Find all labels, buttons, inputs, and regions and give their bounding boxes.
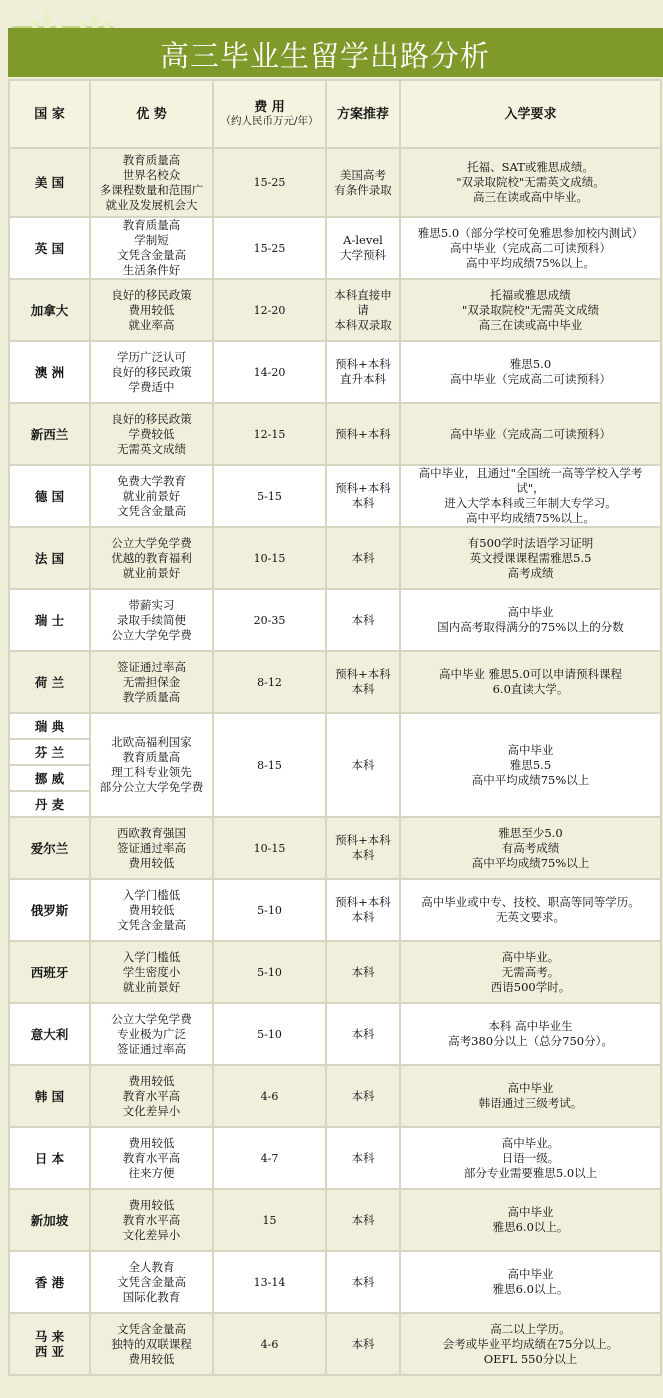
requirement-line: 高中毕业，且通过"全国统一高等学校入学考 [418,466,643,480]
advantage-cell [90,1189,213,1251]
advantage-cell [90,1313,213,1375]
table-row [9,403,661,465]
advantage-line: 就业前景好 [122,979,181,994]
country-cell: 瑞 士 [9,589,90,651]
advantage-line: 教学质量高 [122,689,181,704]
advantage-line: 良好的移民政策 [111,287,192,302]
plan-line: 预科+本科 [335,895,391,909]
plan-line: 本科 [351,612,375,627]
requirement-line: 有500学时法语学习证明 [467,535,594,550]
requirement-line: 高中平均成绩75%以上 [471,855,590,870]
plan-cell [326,341,400,403]
advantage-line: 就业及发展机会大 [105,197,198,212]
advantage-cell [90,1003,213,1065]
requirement-cell [400,1065,661,1127]
country-line: 马 来 [34,1329,65,1344]
requirement-line: 高考380分以上（总分750分）。 [448,1034,613,1048]
country-cell [9,1313,90,1375]
advantage-line: 专业极为广泛 [117,1026,186,1041]
fee-cell: 5-10 [213,941,326,1003]
requirement-line: 雅思5.0（部分学校可免雅思参加校内测试） [417,225,644,240]
country-cell: 爱尔兰 [9,817,90,879]
requirement-line: 高中毕业。 [501,949,560,964]
table-row [9,148,661,217]
table-row [9,817,661,879]
requirement-line: 试"， [516,481,545,495]
fee-cell: 5-10 [213,1003,326,1065]
advantage-line: 费用较低 [128,1351,175,1366]
advantage-line: 文凭含金量高 [117,248,186,262]
table-row [9,713,661,739]
country-cell: 美 国 [9,148,90,217]
requirement-cell [400,217,661,279]
plan-line: 美国高考 [340,167,386,182]
requirement-cell [400,589,661,651]
requirement-line: 高三在读或高中毕业。 [473,190,588,204]
plan-line: 本科双录取 [334,317,392,332]
requirement-line: 日语一级。 [501,1150,560,1165]
advantage-line: 西欧教育强国 [117,825,186,840]
advantage-line: 费用较低 [128,302,175,317]
advantage-line: 文化差异小 [122,1227,181,1242]
advantage-line: 文化差异小 [122,1103,181,1118]
requirement-cell [400,527,661,589]
fee-cell: 4-6 [213,1065,326,1127]
plan-line: 预科+本科 [335,426,391,441]
advantage-line: 优越的教育福利 [111,550,192,565]
plan-cell [326,589,400,651]
advantage-line: 世界名校众 [122,167,181,182]
plan-line: 预科+本科 [335,357,391,371]
plan-cell [326,527,400,589]
requirement-line: "双录取院校"无需英文成绩。 [456,175,605,189]
advantage-cell [90,1251,213,1313]
plan-cell [326,403,400,465]
country-cell: 西班牙 [9,941,90,1003]
advantage-line: 多课程数量和范围广 [99,182,204,197]
fee-cell: 12-20 [213,279,326,341]
advantage-cell [90,403,213,465]
advantage-line: 文凭含金量高 [117,1321,186,1336]
fee-cell: 5-10 [213,879,326,941]
plan-line: 本科 [351,496,375,510]
requirement-line: 高中毕业（完成高二可读预科） [450,372,611,386]
country-cell: 瑞 典 [9,713,90,739]
advantage-cell [90,713,213,817]
advantage-cell [90,651,213,713]
requirement-line: 托福、SAT或雅思成绩。 [467,160,594,174]
plan-line: 本科 [351,1088,375,1103]
country-cell: 丹 麦 [9,791,90,817]
advantage-line: 费用较低 [128,902,175,917]
country-line: 西 亚 [34,1344,65,1359]
advantage-cell [90,879,213,941]
advantage-line: 签证通过率高 [117,659,186,674]
requirement-cell [400,817,661,879]
advantage-line: 录取手续简便 [117,612,186,627]
study-abroad-table [8,79,662,1376]
country-cell: 荷 兰 [9,651,90,713]
header-country: 国 家 [9,80,90,148]
table-row [9,279,661,341]
requirement-line: 高中毕业 [507,1081,554,1095]
requirement-line: 雅思5.5 [509,757,552,772]
country-cell: 俄罗斯 [9,879,90,941]
plan-line: 本科直接申 [334,287,392,302]
country-cell: 芬 兰 [9,739,90,765]
requirement-cell [400,403,661,465]
fee-cell: 4-7 [213,1127,326,1189]
advantage-cell [90,217,213,279]
requirement-cell [400,148,661,217]
requirement-line: 西语500学时。 [490,979,571,994]
country-cell: 澳 洲 [9,341,90,403]
advantage-line: 生活条件好 [122,263,181,277]
fee-cell: 10-15 [213,527,326,589]
requirement-cell [400,1127,661,1189]
fee-cell: 10-15 [213,817,326,879]
advantage-line: 良好的移民政策 [111,411,192,426]
country-cell: 日 本 [9,1127,90,1189]
requirement-line: 高中毕业 雅思5.0可以申请预科课程 [439,667,622,681]
plan-cell [326,1065,400,1127]
advantage-line: 入学门槛低 [122,949,181,964]
plan-line: 预科+本科 [335,667,391,681]
fee-cell: 5-15 [213,465,326,527]
country-cell: 挪 威 [9,765,90,791]
requirement-line: 无英文要求。 [496,910,565,924]
requirement-cell [400,465,661,527]
requirement-line: 高考成绩 [507,565,554,580]
requirement-line: OEFL 550分以上 [483,1351,578,1366]
table-row [9,465,661,527]
plan-line: 本科 [351,1336,375,1351]
table-row [9,1127,661,1189]
requirement-cell [400,1251,661,1313]
table-row [9,651,661,713]
fee-cell: 12-15 [213,403,326,465]
table-row [9,589,661,651]
requirement-cell [400,651,661,713]
advantage-line: 就业率高 [128,317,175,332]
table-row [9,341,661,403]
advantage-line: 就业前景好 [122,488,181,503]
advantage-cell [90,148,213,217]
advantage-line: 费用较低 [128,1073,175,1088]
advantage-cell [90,465,213,527]
advantage-line: 教育质量高 [122,750,181,764]
advantage-line: 往来方便 [128,1165,175,1180]
requirement-cell [400,1003,661,1065]
table-row [9,527,661,589]
table-row [9,1251,661,1313]
plan-line: 本科 [351,1274,375,1289]
requirement-line: 高中毕业（完成高二可读预科） [450,426,611,441]
requirement-line: 高二以上学历。 [490,1321,571,1336]
advantage-line: 教育质量高 [122,152,181,167]
requirement-cell [400,1313,661,1375]
requirement-line: 有高考成绩 [501,840,560,855]
advantage-cell [90,817,213,879]
table-row [9,879,661,941]
fee-cell: 8-12 [213,651,326,713]
header-fee-unit: （约人民币万元/年） [220,115,319,127]
advantage-line: 公立大学免学费 [111,1011,192,1026]
requirement-line: 会考或毕业平均成绩在75分以上。 [442,1336,619,1351]
table-row [9,1189,661,1251]
requirement-line: 英文授课课程需雅思5.5 [469,550,592,565]
requirement-line: 国内高考取得满分的75%以上的分数 [437,620,624,634]
advantage-line: 公立大学免学费 [111,627,192,642]
plan-line: A-level [343,233,383,247]
requirement-cell [400,941,661,1003]
page-header [0,0,663,77]
advantage-line: 理工科专业领先 [111,765,192,779]
requirement-line: 雅思至少5.0 [498,825,563,840]
plan-cell [326,941,400,1003]
requirement-line: 无需高考。 [501,964,560,979]
requirement-line: 高中平均成绩75%以上。 [465,255,596,270]
advantage-line: 学费较低 [128,426,175,441]
requirement-line: 韩语通过三级考试。 [478,1096,583,1110]
fee-cell: 15-25 [213,148,326,217]
advantage-line: 费用较低 [128,1135,175,1150]
advantage-line: 无需英文成绩 [117,441,186,456]
plan-line: 本科 [351,1026,375,1041]
requirement-line: 高中毕业 [507,605,554,619]
requirement-line: 部分专业需要雅思5.0以上 [463,1165,598,1180]
advantage-cell [90,279,213,341]
country-cell: 香 港 [9,1251,90,1313]
advantage-cell [90,527,213,589]
requirement-cell [400,279,661,341]
advantage-line: 文凭含金量高 [117,503,186,518]
advantage-line: 学费适中 [128,379,175,394]
advantage-line: 学制短 [134,233,169,247]
requirement-line: 进入大学本科或三年制大专学习。 [444,496,617,510]
advantage-line: 学生密度小 [122,964,181,979]
advantage-line: 良好的移民政策 [111,364,192,379]
plan-cell [326,148,400,217]
advantage-line: 部分公立大学免学费 [99,780,204,794]
advantage-line: 就业前景好 [122,565,181,580]
plan-line: 本科 [351,682,375,696]
requirement-line: 本科 高中毕业生 [488,1019,573,1033]
plan-line: 预科+本科 [335,833,391,847]
requirement-line: 托福或雅思成绩 [490,287,571,302]
advantage-line: 文凭含金量高 [117,917,186,932]
requirement-line: 高中毕业 [507,1205,554,1219]
advantage-line: 教育水平高 [122,1212,181,1227]
table-row [9,1003,661,1065]
table-row [9,1065,661,1127]
requirement-line: 高三在读或高中毕业 [478,317,583,332]
header-fee [213,80,326,148]
fee-cell: 14-20 [213,341,326,403]
header-plan: 方案推荐 [326,80,400,148]
plan-line: 大学预科 [340,248,386,262]
country-cell: 英 国 [9,217,90,279]
plan-cell [326,465,400,527]
plan-cell [326,1313,400,1375]
header-fee-title: 费 用 [254,100,285,115]
plan-line: 直升本科 [340,372,386,386]
advantage-line: 教育水平高 [122,1150,181,1165]
country-cell: 加拿大 [9,279,90,341]
fee-cell: 13-14 [213,1251,326,1313]
advantage-cell [90,1065,213,1127]
plan-line: 本科 [351,550,375,565]
country-cell: 新加坡 [9,1189,90,1251]
advantage-line: 北欧高福利国家 [111,735,192,749]
page-title: 高三毕业生留学出路分析 [160,39,491,73]
advantage-line: 公立大学免学费 [111,535,192,550]
advantage-line: 文凭含金量高 [117,1274,186,1289]
country-cell: 意大利 [9,1003,90,1065]
country-cell: 新西兰 [9,403,90,465]
plan-line: 本科 [351,910,375,924]
requirement-cell [400,879,661,941]
plan-cell [326,1251,400,1313]
requirement-line: 6.0直读大学。 [492,682,569,696]
requirement-line: 雅思5.0 [509,357,552,371]
requirement-line: 高中毕业 [507,1267,554,1281]
plan-cell [326,279,400,341]
requirement-line: 雅思6.0以上。 [492,1282,569,1296]
advantage-line: 教育质量高 [122,218,181,232]
country-cell: 法 国 [9,527,90,589]
advantage-cell [90,941,213,1003]
requirement-line: 高中平均成绩75%以上 [471,772,590,787]
advantage-line: 带薪实习 [128,597,175,612]
plan-cell [326,817,400,879]
fee-cell: 20-35 [213,589,326,651]
plan-line: 请 [357,302,369,317]
requirement-line: 高中平均成绩75%以上。 [465,511,596,525]
header-advantage: 优 势 [90,80,213,148]
advantage-cell [90,589,213,651]
plan-line: 预科+本科 [335,481,391,495]
plan-line: 本科 [351,1212,375,1227]
advantage-line: 国际化教育 [122,1289,181,1304]
table-row [9,217,661,279]
advantage-line: 费用较低 [128,1197,175,1212]
advantage-line: 教育水平高 [122,1088,181,1103]
country-cell: 德 国 [9,465,90,527]
plan-cell [326,879,400,941]
advantage-line: 学历广泛认可 [117,349,186,364]
table-row [9,1313,661,1375]
requirement-cell [400,1189,661,1251]
table-row [9,941,661,1003]
requirement-line: 高中毕业（完成高二可读预科） [450,240,611,255]
header-requirement: 入学要求 [400,80,661,148]
plan-cell [326,1127,400,1189]
table-body [9,148,661,1375]
advantage-line: 全人教育 [128,1259,175,1274]
fee-cell: 15 [213,1189,326,1251]
plan-cell [326,713,400,817]
advantage-line: 费用较低 [128,855,175,870]
requirement-line: 雅思6.0以上。 [492,1220,569,1234]
advantage-line: 入学门槛低 [122,887,181,902]
requirement-line: 高中毕业 [507,742,554,757]
fee-cell: 15-25 [213,217,326,279]
requirement-cell [400,341,661,403]
plan-line: 本科 [351,964,375,979]
country-cell: 韩 国 [9,1065,90,1127]
advantage-line: 签证通过率高 [117,1041,186,1056]
plan-cell [326,651,400,713]
advantage-cell [90,341,213,403]
advantage-line: 独特的双联课程 [111,1336,192,1351]
advantage-line: 无需担保金 [122,674,181,689]
plan-line: 本科 [351,1150,375,1165]
plan-line: 本科 [351,757,375,772]
fee-cell: 8-15 [213,713,326,817]
plan-cell [326,217,400,279]
plan-cell [326,1189,400,1251]
advantage-line: 免费大学教育 [117,473,186,488]
requirement-line: "双录取院校"无需英文成绩 [461,302,600,317]
plan-line: 本科 [351,848,375,862]
requirement-line: 高中毕业。 [501,1135,560,1150]
plan-line: 有条件录取 [334,182,392,197]
fee-cell: 4-6 [213,1313,326,1375]
requirement-line: 高中毕业或中专、技校、职高等同等学历。 [421,895,640,909]
plan-cell [326,1003,400,1065]
advantage-line: 签证通过率高 [117,840,186,855]
advantage-cell [90,1127,213,1189]
requirement-cell [400,713,661,817]
